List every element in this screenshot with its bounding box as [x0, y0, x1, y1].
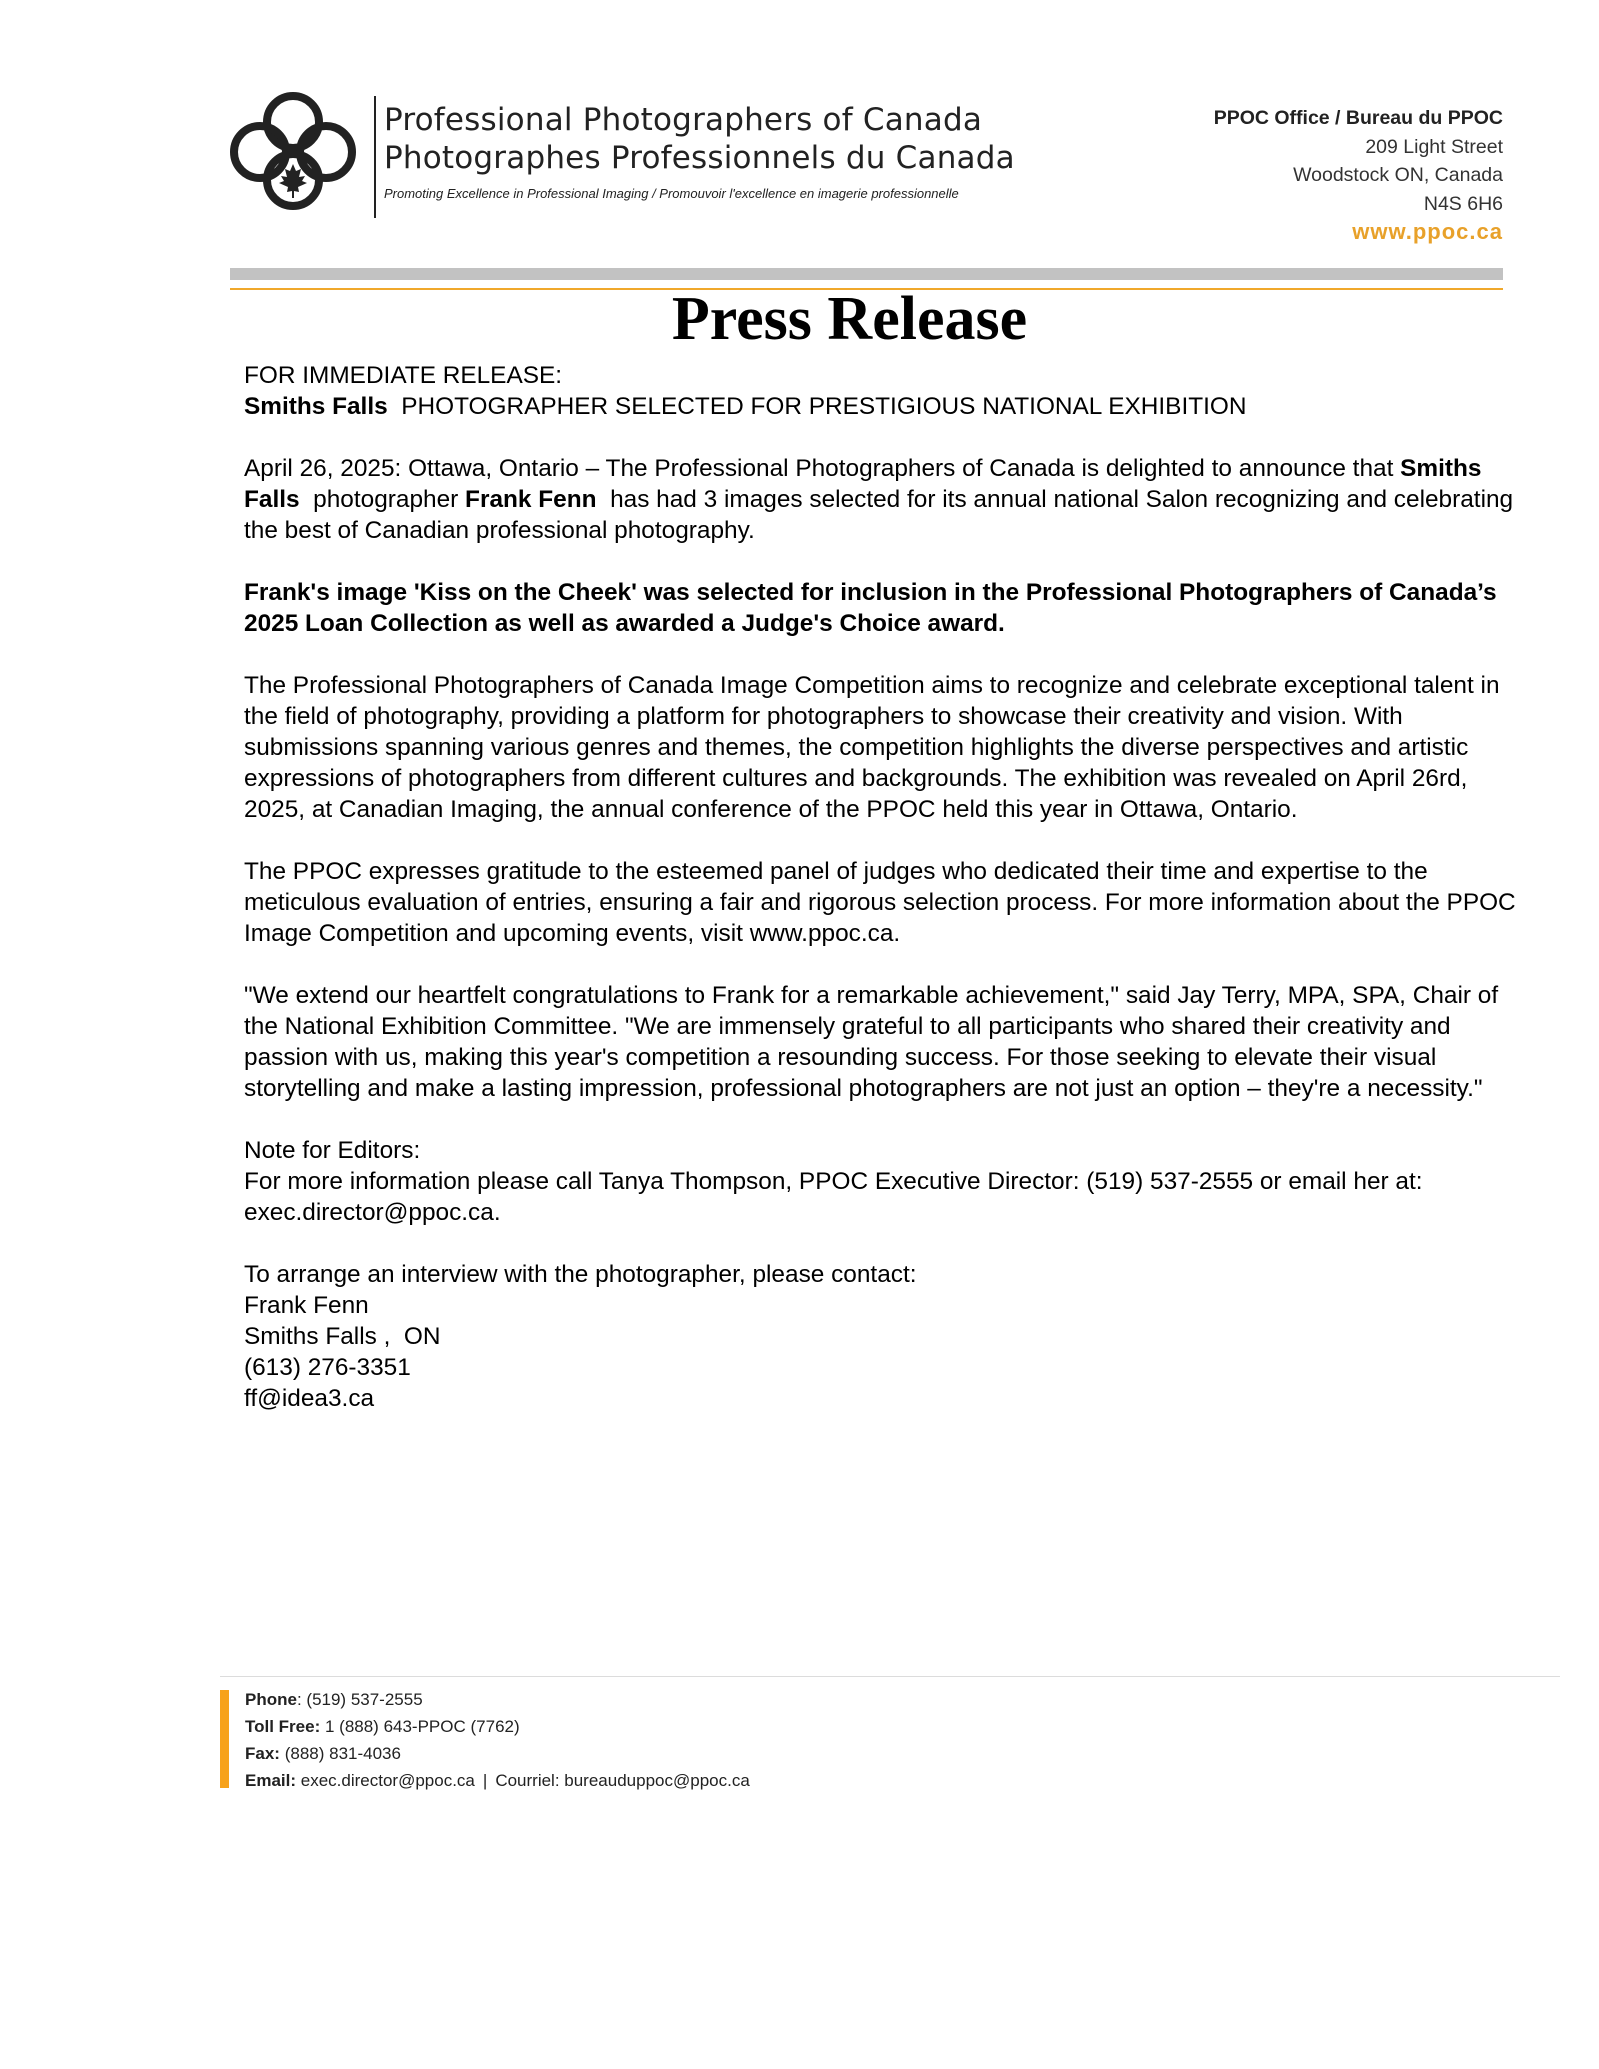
footer-phone-label: Phone	[245, 1690, 297, 1709]
photographer-name: Frank Fenn	[465, 486, 597, 513]
footer-email: Email: exec.director@ppoc.ca | Courriel: bureauduppoc@ppoc.ca	[245, 1771, 750, 1790]
headline-text: PHOTOGRAPHER SELECTED FOR PRESTIGIOUS NATIONAL EXHIBITION	[401, 393, 1247, 420]
intro-rest: has had 3 images selected for its annual national Salon recognizing and celebrating the best of Canadian professional photography.	[244, 486, 1514, 544]
intro-paragraph	[244, 453, 1534, 546]
contact-location: Smiths Falls , ON	[244, 1323, 441, 1350]
footer-contact	[245, 1686, 750, 1794]
contact-block	[244, 1259, 1534, 1414]
office-title: PPOC Office / Bureau du PPOC	[1213, 107, 1503, 129]
release-header	[244, 360, 1534, 422]
footer-fax-label: Fax:	[245, 1744, 280, 1763]
office-street: 209 Light Street	[1365, 135, 1503, 158]
footer-rule	[220, 1676, 1560, 1677]
header-rule-gray	[230, 268, 1503, 280]
contact-phone: (613) 276-3351	[244, 1354, 411, 1381]
website-link[interactable]: www.ppoc.ca	[1352, 219, 1503, 244]
org-name-en: Professional Photographers of Canada	[384, 102, 983, 138]
footer-courriel[interactable]: Courriel: bureauduppoc@ppoc.ca	[495, 1771, 750, 1790]
footer-fax-value: (888) 831-4036	[284, 1744, 401, 1763]
office-postal: N4S 6H6	[1423, 192, 1503, 215]
intro-city: Smiths Falls	[244, 455, 1482, 513]
ppoc-logo	[228, 88, 358, 212]
org-name-fr: Photographes Professionnels du Canada	[384, 140, 1015, 176]
org-tagline: Promoting Excellence in Professional Imaging / Promouvoir l'excellence en imagerie professionnelle	[384, 186, 959, 201]
office-address	[1214, 104, 1503, 247]
footer-accent-bar	[220, 1690, 229, 1788]
editors-note	[244, 1135, 1534, 1228]
contact-label: To arrange an interview with the photographer, please contact:	[244, 1261, 917, 1288]
footer-tollfree	[245, 1713, 750, 1740]
press-release-body	[244, 360, 1534, 1445]
editors-label: Note for Editors:	[244, 1137, 421, 1164]
gratitude-paragraph: The PPOC expresses gratitude to the esteemed panel of judges who dedicated their time and expertise to the meticulous evaluation of entries, ensuring a fair and rigorous selection process. For more information about the PPOC Image Competition and upcoming events, visit www.ppoc.ca.	[244, 858, 1516, 947]
footer-email-value[interactable]: exec.director@ppoc.ca	[300, 1771, 475, 1790]
intro-mid: photographer	[313, 486, 459, 513]
award-paragraph: Frank's image 'Kiss on the Cheek' was selected for inclusion in the Professional Photographers of Canada’s 2025 Loan Collection as well as awarded a Judge's Choice award.	[244, 579, 1497, 637]
headline-city: Smiths Falls	[244, 393, 388, 420]
office-city: Woodstock ON, Canada	[1293, 164, 1503, 186]
quote-paragraph: "We extend our heartfelt congratulations to Frank for a remarkable achievement," said Jay Terry, MPA, SPA, Chair of the National Exhibition Committee. "We are immensely grateful to all participants who shared their creativity and passion with us, making this year's competition a resounding success. For those seeking to elevate their visual storytelling and make a lasting impression, professional photographers are not just an option – they're a necessity."	[244, 982, 1499, 1102]
contact-name: Frank Fenn	[244, 1292, 369, 1319]
footer-tollfree-label: Toll Free:	[245, 1717, 321, 1736]
competition-paragraph: The Professional Photographers of Canada Image Competition aims to recognize and celebrate exceptional talent in the field of photography, providing a platform for photographers to showcase their creativity and vision. With submissions spanning various genres and themes, the competition highlights the diverse perspectives and artistic expressions of photographers from different cultures and backgrounds. The exhibition was revealed on April 26rd, 2025, at Canadian Imaging, the annual conference of the PPOC held this year in Ottawa, Ontario.	[244, 672, 1500, 823]
footer-fax	[245, 1740, 750, 1767]
footer-tollfree-value: 1 (888) 643-PPOC (7762)	[324, 1717, 520, 1736]
contact-email[interactable]: ff@idea3.ca	[244, 1385, 375, 1412]
footer-email-label: Email:	[245, 1771, 297, 1790]
footer-phone-value: (519) 537-2555	[306, 1690, 423, 1709]
intro-lead: April 26, 2025: Ottawa, Ontario – The Professional Photographers of Canada is delighted to announce that	[244, 455, 1394, 482]
release-label: FOR IMMEDIATE RELEASE:	[244, 362, 563, 389]
editors-text: For more information please call Tanya Thompson, PPOC Executive Director: (519) 537-2555 or email her at: exec.director@ppoc.ca.	[244, 1168, 1423, 1226]
page-title: Press Release	[671, 285, 1028, 353]
footer-phone: Phone: (519) 537-2555	[245, 1690, 423, 1709]
